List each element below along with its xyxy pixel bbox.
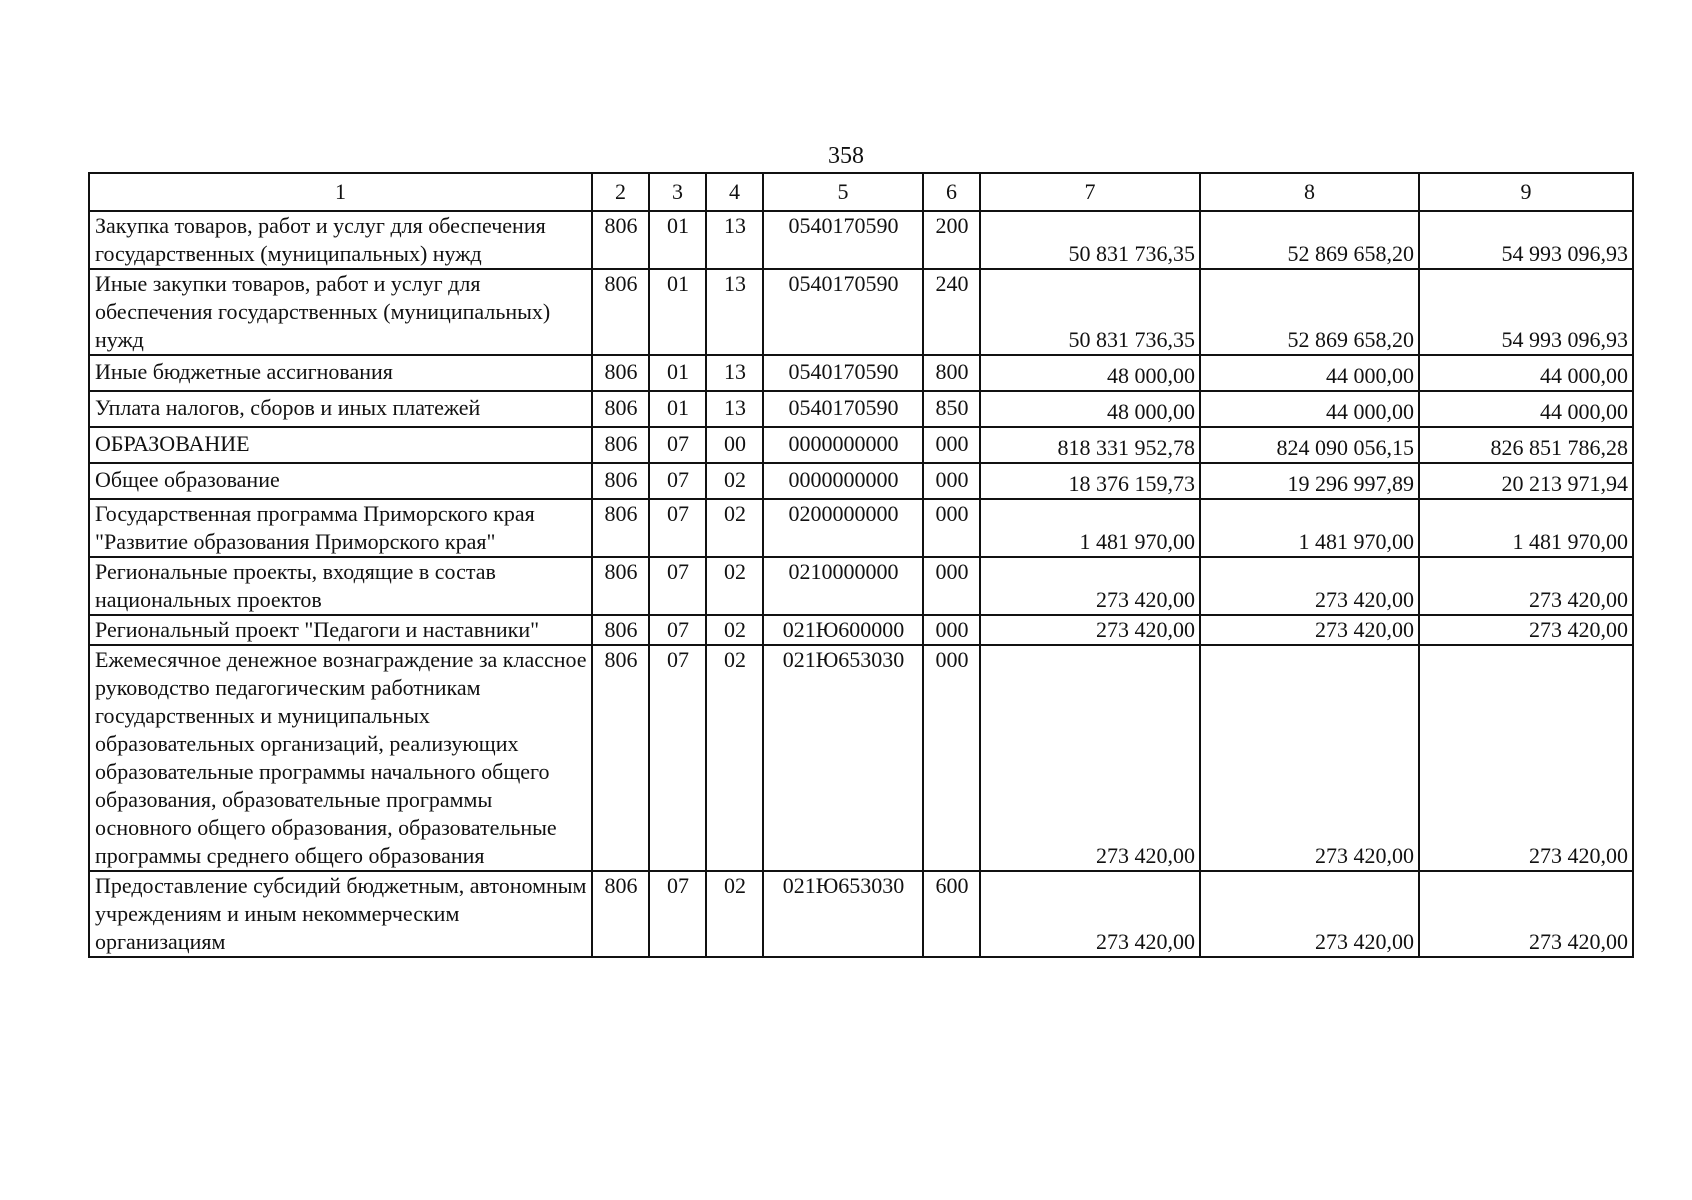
table-row [89, 427, 1633, 463]
target-article-code: 021Ю653030 [763, 871, 923, 957]
ministry-code: 806 [592, 269, 649, 355]
table-row [89, 391, 1633, 427]
amount-col-7: 48 000,00 [980, 355, 1200, 391]
ministry-code: 806 [592, 499, 649, 557]
column-header-9: 9 [1419, 173, 1633, 211]
row-name: Иные бюджетные ассигнования [89, 355, 592, 391]
expense-type-code: 000 [923, 499, 980, 557]
table-row [89, 557, 1633, 615]
subsection-code: 02 [706, 463, 763, 499]
amount-col-9: 826 851 786,28 [1419, 427, 1633, 463]
amount-col-9: 273 420,00 [1419, 557, 1633, 615]
target-article-code: 021Ю653030 [763, 645, 923, 871]
row-name: Региональный проект "Педагоги и наставники" [89, 615, 592, 645]
row-name: Региональные проекты, входящие в состав национальных проектов [89, 557, 592, 615]
section-code: 07 [649, 427, 706, 463]
section-code: 07 [649, 463, 706, 499]
target-article-code: 0000000000 [763, 463, 923, 499]
expense-type-code: 800 [923, 355, 980, 391]
expense-type-code: 000 [923, 427, 980, 463]
expense-type-code: 000 [923, 645, 980, 871]
expense-type-code: 000 [923, 557, 980, 615]
section-code: 07 [649, 557, 706, 615]
subsection-code: 13 [706, 391, 763, 427]
target-article-code: 021Ю600000 [763, 615, 923, 645]
row-name: ОБРАЗОВАНИЕ [89, 427, 592, 463]
amount-col-7: 273 420,00 [980, 557, 1200, 615]
amount-col-9: 44 000,00 [1419, 391, 1633, 427]
section-code: 07 [649, 615, 706, 645]
target-article-code: 0540170590 [763, 391, 923, 427]
amount-col-8: 273 420,00 [1200, 557, 1419, 615]
expense-type-code: 000 [923, 463, 980, 499]
amount-col-8: 273 420,00 [1200, 645, 1419, 871]
amount-col-7: 50 831 736,35 [980, 269, 1200, 355]
table-row [89, 355, 1633, 391]
amount-col-7: 50 831 736,35 [980, 211, 1200, 269]
ministry-code: 806 [592, 427, 649, 463]
amount-col-8: 1 481 970,00 [1200, 499, 1419, 557]
target-article-code: 0540170590 [763, 211, 923, 269]
column-header-5: 5 [763, 173, 923, 211]
section-code: 01 [649, 391, 706, 427]
subsection-code: 13 [706, 355, 763, 391]
column-header-7: 7 [980, 173, 1200, 211]
amount-col-7: 273 420,00 [980, 615, 1200, 645]
amount-col-9: 54 993 096,93 [1419, 269, 1633, 355]
column-header-8: 8 [1200, 173, 1419, 211]
amount-col-7: 48 000,00 [980, 391, 1200, 427]
amount-col-8: 273 420,00 [1200, 615, 1419, 645]
target-article-code: 0540170590 [763, 355, 923, 391]
budget-table [88, 172, 1634, 958]
subsection-code: 00 [706, 427, 763, 463]
amount-col-8: 44 000,00 [1200, 391, 1419, 427]
subsection-code: 02 [706, 871, 763, 957]
section-code: 01 [649, 211, 706, 269]
section-code: 01 [649, 269, 706, 355]
subsection-code: 02 [706, 615, 763, 645]
table-row [89, 871, 1633, 957]
amount-col-8: 273 420,00 [1200, 871, 1419, 957]
amount-col-7: 18 376 159,73 [980, 463, 1200, 499]
column-header-3: 3 [649, 173, 706, 211]
amount-col-9: 273 420,00 [1419, 615, 1633, 645]
ministry-code: 806 [592, 615, 649, 645]
amount-col-9: 273 420,00 [1419, 645, 1633, 871]
target-article-code: 0210000000 [763, 557, 923, 615]
row-name: Закупка товаров, работ и услуг для обеспечения государственных (муниципальных) нужд [89, 211, 592, 269]
column-header-1: 1 [89, 173, 592, 211]
row-name: Предоставление субсидий бюджетным, автономным учреждениям и иным некоммерческим организациям [89, 871, 592, 957]
subsection-code: 02 [706, 499, 763, 557]
amount-col-7: 273 420,00 [980, 871, 1200, 957]
row-name: Уплата налогов, сборов и иных платежей [89, 391, 592, 427]
row-name: Государственная программа Приморского края "Развитие образования Приморского края" [89, 499, 592, 557]
table-row [89, 645, 1633, 871]
expense-type-code: 200 [923, 211, 980, 269]
amount-col-8: 824 090 056,15 [1200, 427, 1419, 463]
column-header-2: 2 [592, 173, 649, 211]
table-header-row [89, 173, 1633, 211]
subsection-code: 02 [706, 645, 763, 871]
amount-col-9: 20 213 971,94 [1419, 463, 1633, 499]
section-code: 07 [649, 645, 706, 871]
column-header-6: 6 [923, 173, 980, 211]
subsection-code: 02 [706, 557, 763, 615]
amount-col-7: 273 420,00 [980, 645, 1200, 871]
ministry-code: 806 [592, 557, 649, 615]
column-header-4: 4 [706, 173, 763, 211]
ministry-code: 806 [592, 463, 649, 499]
amount-col-9: 54 993 096,93 [1419, 211, 1633, 269]
ministry-code: 806 [592, 355, 649, 391]
amount-col-7: 1 481 970,00 [980, 499, 1200, 557]
target-article-code: 0200000000 [763, 499, 923, 557]
amount-col-9: 273 420,00 [1419, 871, 1633, 957]
table-row [89, 463, 1633, 499]
ministry-code: 806 [592, 871, 649, 957]
amount-col-8: 44 000,00 [1200, 355, 1419, 391]
table-row [89, 211, 1633, 269]
row-name: Общее образование [89, 463, 592, 499]
amount-col-9: 44 000,00 [1419, 355, 1633, 391]
ministry-code: 806 [592, 211, 649, 269]
table-row [89, 269, 1633, 355]
section-code: 07 [649, 871, 706, 957]
row-name: Ежемесячное денежное вознаграждение за классное руководство педагогическим работникам государственных и муниципальных образовательных организаций, реализующих образовательные программы начального общего образования, образовательные программы основного общего образования, образовательные программы среднего общего образования [89, 645, 592, 871]
ministry-code: 806 [592, 645, 649, 871]
amount-col-8: 52 869 658,20 [1200, 211, 1419, 269]
expense-type-code: 000 [923, 615, 980, 645]
subsection-code: 13 [706, 211, 763, 269]
target-article-code: 0540170590 [763, 269, 923, 355]
expense-type-code: 600 [923, 871, 980, 957]
row-name: Иные закупки товаров, работ и услуг для обеспечения государственных (муниципальных) нужд [89, 269, 592, 355]
target-article-code: 0000000000 [763, 427, 923, 463]
amount-col-8: 19 296 997,89 [1200, 463, 1419, 499]
amount-col-7: 818 331 952,78 [980, 427, 1200, 463]
section-code: 07 [649, 499, 706, 557]
page-number: 358 [828, 143, 864, 169]
table-row [89, 615, 1633, 645]
table-row [89, 499, 1633, 557]
expense-type-code: 850 [923, 391, 980, 427]
section-code: 01 [649, 355, 706, 391]
amount-col-9: 1 481 970,00 [1419, 499, 1633, 557]
subsection-code: 13 [706, 269, 763, 355]
expense-type-code: 240 [923, 269, 980, 355]
amount-col-8: 52 869 658,20 [1200, 269, 1419, 355]
ministry-code: 806 [592, 391, 649, 427]
